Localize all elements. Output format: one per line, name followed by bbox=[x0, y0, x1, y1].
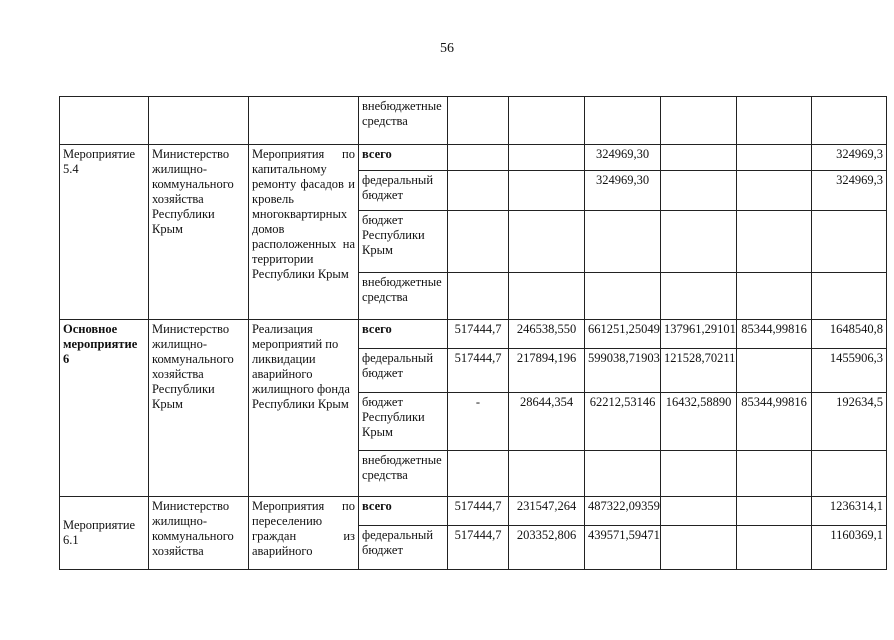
value-cell bbox=[509, 451, 585, 497]
value-cell: 599038,71903 bbox=[585, 349, 661, 393]
value-cell: 85344,99816 bbox=[737, 320, 812, 349]
cell-empty bbox=[812, 97, 887, 145]
value-cell bbox=[661, 451, 737, 497]
value-cell: 28644,354 bbox=[509, 393, 585, 451]
value-cell bbox=[737, 145, 812, 171]
table-row bbox=[60, 97, 887, 145]
total-cell: 324969,3 bbox=[812, 145, 887, 171]
table-row bbox=[60, 145, 887, 171]
value-cell: 231547,264 bbox=[509, 497, 585, 526]
value-cell: 517444,7 bbox=[448, 349, 509, 393]
value-cell bbox=[737, 526, 812, 570]
cell-empty bbox=[585, 97, 661, 145]
value-cell bbox=[661, 526, 737, 570]
funding-source: всего bbox=[359, 497, 448, 526]
cell-empty bbox=[149, 97, 249, 145]
value-cell bbox=[448, 273, 509, 320]
value-cell: - bbox=[448, 393, 509, 451]
value-cell bbox=[737, 211, 812, 273]
value-cell: 246538,550 bbox=[509, 320, 585, 349]
value-cell bbox=[448, 211, 509, 273]
program-funding-table bbox=[59, 96, 887, 570]
activity-description: Реализация мероприятий по ликвидации аварийного жилищного фонда Республики Крым bbox=[249, 320, 359, 497]
value-cell bbox=[585, 211, 661, 273]
cell-empty bbox=[60, 97, 149, 145]
value-cell: 16432,58890 bbox=[661, 393, 737, 451]
activity-description: Мероприятия по переселению граждан из аварийного bbox=[249, 497, 359, 570]
cell-empty bbox=[737, 97, 812, 145]
funding-source: всего bbox=[359, 145, 448, 171]
table-row bbox=[60, 320, 887, 349]
table-row bbox=[60, 497, 887, 526]
value-cell bbox=[737, 171, 812, 211]
value-cell: 324969,30 bbox=[585, 171, 661, 211]
total-cell bbox=[812, 273, 887, 320]
funding-source: внебюджетные средства bbox=[359, 451, 448, 497]
cell-empty bbox=[661, 97, 737, 145]
value-cell: 661251,25049 bbox=[585, 320, 661, 349]
total-cell: 1455906,3 bbox=[812, 349, 887, 393]
value-cell bbox=[509, 273, 585, 320]
value-cell: 121528,70211 bbox=[661, 349, 737, 393]
funding-source: бюджет Республики Крым bbox=[359, 393, 448, 451]
value-cell bbox=[661, 145, 737, 171]
value-cell bbox=[661, 211, 737, 273]
value-cell bbox=[661, 497, 737, 526]
funding-source: бюджет Республики Крым bbox=[359, 211, 448, 273]
value-cell bbox=[448, 171, 509, 211]
value-cell bbox=[509, 171, 585, 211]
value-cell: 517444,7 bbox=[448, 320, 509, 349]
value-cell bbox=[737, 451, 812, 497]
funding-source: федеральный бюджет bbox=[359, 349, 448, 393]
value-cell: 62212,53146 bbox=[585, 393, 661, 451]
activity-executor: Министерство жилищно-коммунального хозяйства Республики Крым bbox=[149, 320, 249, 497]
value-cell: 137961,29101 bbox=[661, 320, 737, 349]
value-cell: 517444,7 bbox=[448, 526, 509, 570]
value-cell: 517444,7 bbox=[448, 497, 509, 526]
activity-description: Мероприятия по капитальному ремонту фасадов и кровель многоквартирных домов расположенных на территории Республики Крым bbox=[249, 145, 359, 320]
activity-executor: Министерство жилищно-коммунального хозяйства Республики Крым bbox=[149, 145, 249, 320]
value-cell: 203352,806 bbox=[509, 526, 585, 570]
value-cell: 439571,59471 bbox=[585, 526, 661, 570]
value-cell bbox=[661, 273, 737, 320]
value-cell bbox=[585, 273, 661, 320]
value-cell bbox=[448, 145, 509, 171]
cell-empty bbox=[448, 97, 509, 145]
value-cell: 324969,30 bbox=[585, 145, 661, 171]
activity-name: Мероприятие 6.1 bbox=[60, 497, 149, 570]
funding-source: всего bbox=[359, 320, 448, 349]
value-cell bbox=[737, 349, 812, 393]
total-cell bbox=[812, 211, 887, 273]
total-cell: 1236314,1 bbox=[812, 497, 887, 526]
value-cell bbox=[448, 451, 509, 497]
total-cell bbox=[812, 451, 887, 497]
page-number: 56 bbox=[440, 41, 454, 56]
value-cell bbox=[737, 497, 812, 526]
cell-empty bbox=[509, 97, 585, 145]
value-cell: 85344,99816 bbox=[737, 393, 812, 451]
value-cell: 217894,196 bbox=[509, 349, 585, 393]
activity-name: Основное мероприятие 6 bbox=[60, 320, 149, 497]
value-cell bbox=[737, 273, 812, 320]
total-cell: 1160369,1 bbox=[812, 526, 887, 570]
funding-source: федеральный бюджет bbox=[359, 171, 448, 211]
activity-name: Мероприятие 5.4 bbox=[60, 145, 149, 320]
value-cell: 487322,09359 bbox=[585, 497, 661, 526]
funding-source: внебюджетные средства bbox=[359, 273, 448, 320]
value-cell bbox=[509, 145, 585, 171]
cell-empty bbox=[249, 97, 359, 145]
activity-executor: Министерство жилищно-коммунального хозяйства bbox=[149, 497, 249, 570]
value-cell bbox=[661, 171, 737, 211]
value-cell bbox=[509, 211, 585, 273]
total-cell: 192634,5 bbox=[812, 393, 887, 451]
value-cell bbox=[585, 451, 661, 497]
total-cell: 1648540,8 bbox=[812, 320, 887, 349]
funding-source: федеральный бюджет bbox=[359, 526, 448, 570]
total-cell: 324969,3 bbox=[812, 171, 887, 211]
funding-source: внебюджетные средства bbox=[359, 97, 448, 145]
